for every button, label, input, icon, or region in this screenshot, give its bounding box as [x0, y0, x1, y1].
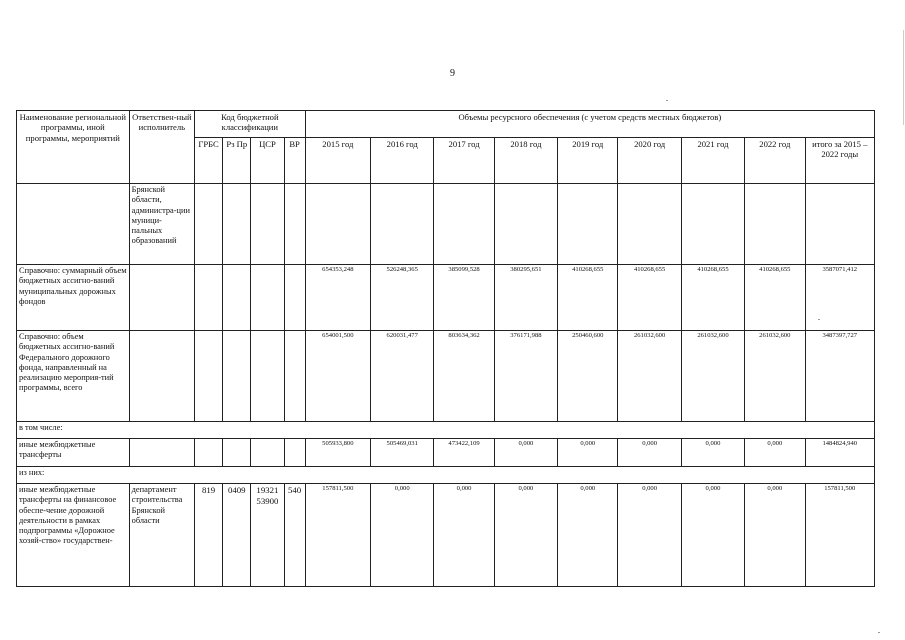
- cell-year-value: 410268,655: [558, 265, 618, 331]
- cell-year-value: 620031,477: [371, 331, 434, 422]
- cell-year-value: 261032,600: [618, 331, 681, 422]
- cell-grbs: [195, 265, 223, 331]
- section-label: из них:: [17, 467, 875, 484]
- cell-rzpr: [223, 439, 251, 467]
- cell-rzpr: [223, 265, 251, 331]
- page-number: 9: [450, 68, 455, 79]
- cell-year-value: [681, 184, 744, 265]
- cell-year-value: 385099,528: [434, 265, 494, 331]
- header-grbs: ГРБС: [195, 138, 223, 184]
- cell-year-value: 803634,362: [434, 331, 494, 422]
- cell-year-value: [371, 184, 434, 265]
- cell-rzpr: 0409: [223, 484, 251, 587]
- cell-year-value: 380295,651: [494, 265, 557, 331]
- cell-vr: [284, 331, 305, 422]
- header-vr: ВР: [284, 138, 305, 184]
- header-program-name: Наименование региональной программы, иной программы, мероприятий: [17, 111, 130, 184]
- cell-year-value: 0,000: [494, 439, 557, 467]
- cell-year-value: 410268,655: [681, 265, 744, 331]
- cell-year-value: [558, 184, 618, 265]
- cell-year-value: 250460,600: [558, 331, 618, 422]
- cell-year-value: [745, 184, 805, 265]
- cell-program-name: Справочно: объем бюджетных ассигно-ваний Федерального дорожного фонда, направленный на реализацию мероприя-тий программы, всего: [17, 331, 130, 422]
- header-year: 2016 год: [371, 138, 434, 184]
- cell-year-value: [434, 184, 494, 265]
- scan-edge-line: [903, 30, 904, 125]
- cell-grbs: [195, 331, 223, 422]
- cell-grbs: [195, 184, 223, 265]
- cell-total-value: [805, 184, 875, 265]
- cell-total-value: 3487397,727: [805, 331, 875, 422]
- cell-csr: [251, 439, 284, 467]
- section-label: в том числе:: [17, 422, 875, 439]
- cell-executor: [129, 439, 194, 467]
- cell-year-value: 376171,988: [494, 331, 557, 422]
- table-row: [17, 331, 875, 422]
- header-year: 2015 год: [305, 138, 370, 184]
- cell-csr: [251, 184, 284, 265]
- cell-csr: [251, 265, 284, 331]
- cell-year-value: [618, 184, 681, 265]
- cell-rzpr: [223, 184, 251, 265]
- header-executor: Ответствен-ный исполнитель: [129, 111, 194, 184]
- budget-table: [16, 110, 875, 587]
- cell-year-value: 0,000: [681, 484, 744, 587]
- cell-year-value: 0,000: [558, 439, 618, 467]
- header-year: 2021 год: [681, 138, 744, 184]
- header-csr: ЦСР: [251, 138, 284, 184]
- table-row: [17, 484, 875, 587]
- cell-total-value: 3587071,412: [805, 265, 875, 331]
- cell-total-value: 157811,500: [805, 484, 875, 587]
- table-row: [17, 184, 875, 265]
- cell-year-value: 0,000: [434, 484, 494, 587]
- cell-program-name: иные межбюджетные трансферты на финансовое обеспе-чение дорожной деятельности в рамках подпрограммы «Дорожное хозяй-ство» государствен-: [17, 484, 130, 587]
- cell-year-value: 157811,500: [305, 484, 370, 587]
- cell-year-value: 473422,109: [434, 439, 494, 467]
- scan-speck: [666, 100, 668, 101]
- cell-executor: [129, 331, 194, 422]
- cell-year-value: 0,000: [618, 484, 681, 587]
- header-row-1: [17, 111, 875, 138]
- cell-executor: Брянской области, администра-ции муници-пальных образований: [129, 184, 194, 265]
- cell-year-value: 0,000: [745, 484, 805, 587]
- header-year-total: итого за 2015 – 2022 годы: [805, 138, 875, 184]
- table-row: [17, 467, 875, 484]
- cell-year-value: 261032,600: [681, 331, 744, 422]
- header-year: 2017 год: [434, 138, 494, 184]
- cell-total-value: 1484824,940: [805, 439, 875, 467]
- cell-year-value: 0,000: [618, 439, 681, 467]
- header-year: 2019 год: [558, 138, 618, 184]
- cell-csr: [251, 331, 284, 422]
- cell-year-value: 0,000: [494, 484, 557, 587]
- cell-year-value: 410268,655: [618, 265, 681, 331]
- cell-year-value: 0,000: [371, 484, 434, 587]
- cell-vr: 540: [284, 484, 305, 587]
- cell-program-name: [17, 184, 130, 265]
- header-budget-code: Код бюджетной классификации: [195, 111, 306, 138]
- header-resource-volumes: Объемы ресурсного обеспечения (с учетом средств местных бюджетов): [305, 111, 874, 138]
- cell-executor: [129, 265, 194, 331]
- cell-vr: [284, 439, 305, 467]
- cell-year-value: 505933,800: [305, 439, 370, 467]
- header-year: 2018 год: [494, 138, 557, 184]
- cell-grbs: [195, 439, 223, 467]
- cell-year-value: 410268,655: [745, 265, 805, 331]
- cell-vr: [284, 265, 305, 331]
- cell-vr: [284, 184, 305, 265]
- cell-year-value: 654001,500: [305, 331, 370, 422]
- cell-rzpr: [223, 331, 251, 422]
- header-year: 2020 год: [618, 138, 681, 184]
- cell-csr: 19321 53900: [251, 484, 284, 587]
- cell-year-value: 654353,248: [305, 265, 370, 331]
- table-row: [17, 265, 875, 331]
- cell-program-name: иные межбюджетные трансферты: [17, 439, 130, 467]
- cell-year-value: 505469,031: [371, 439, 434, 467]
- cell-year-value: 526248,365: [371, 265, 434, 331]
- cell-year-value: 0,000: [745, 439, 805, 467]
- cell-year-value: 0,000: [681, 439, 744, 467]
- header-rzpr: Рз Пр: [223, 138, 251, 184]
- header-year: 2022 год: [745, 138, 805, 184]
- table-row: [17, 439, 875, 467]
- cell-year-value: [494, 184, 557, 265]
- cell-year-value: [305, 184, 370, 265]
- cell-year-value: 0,000: [558, 484, 618, 587]
- cell-program-name: Справочно: суммарный объем бюджетных ассигно-ваний муниципальных дорожных фондов: [17, 265, 130, 331]
- cell-year-value: 261032,600: [745, 331, 805, 422]
- cell-executor: департамент строительства Брянской области: [129, 484, 194, 587]
- scan-speck: [878, 632, 880, 633]
- table-row: [17, 422, 875, 439]
- cell-grbs: 819: [195, 484, 223, 587]
